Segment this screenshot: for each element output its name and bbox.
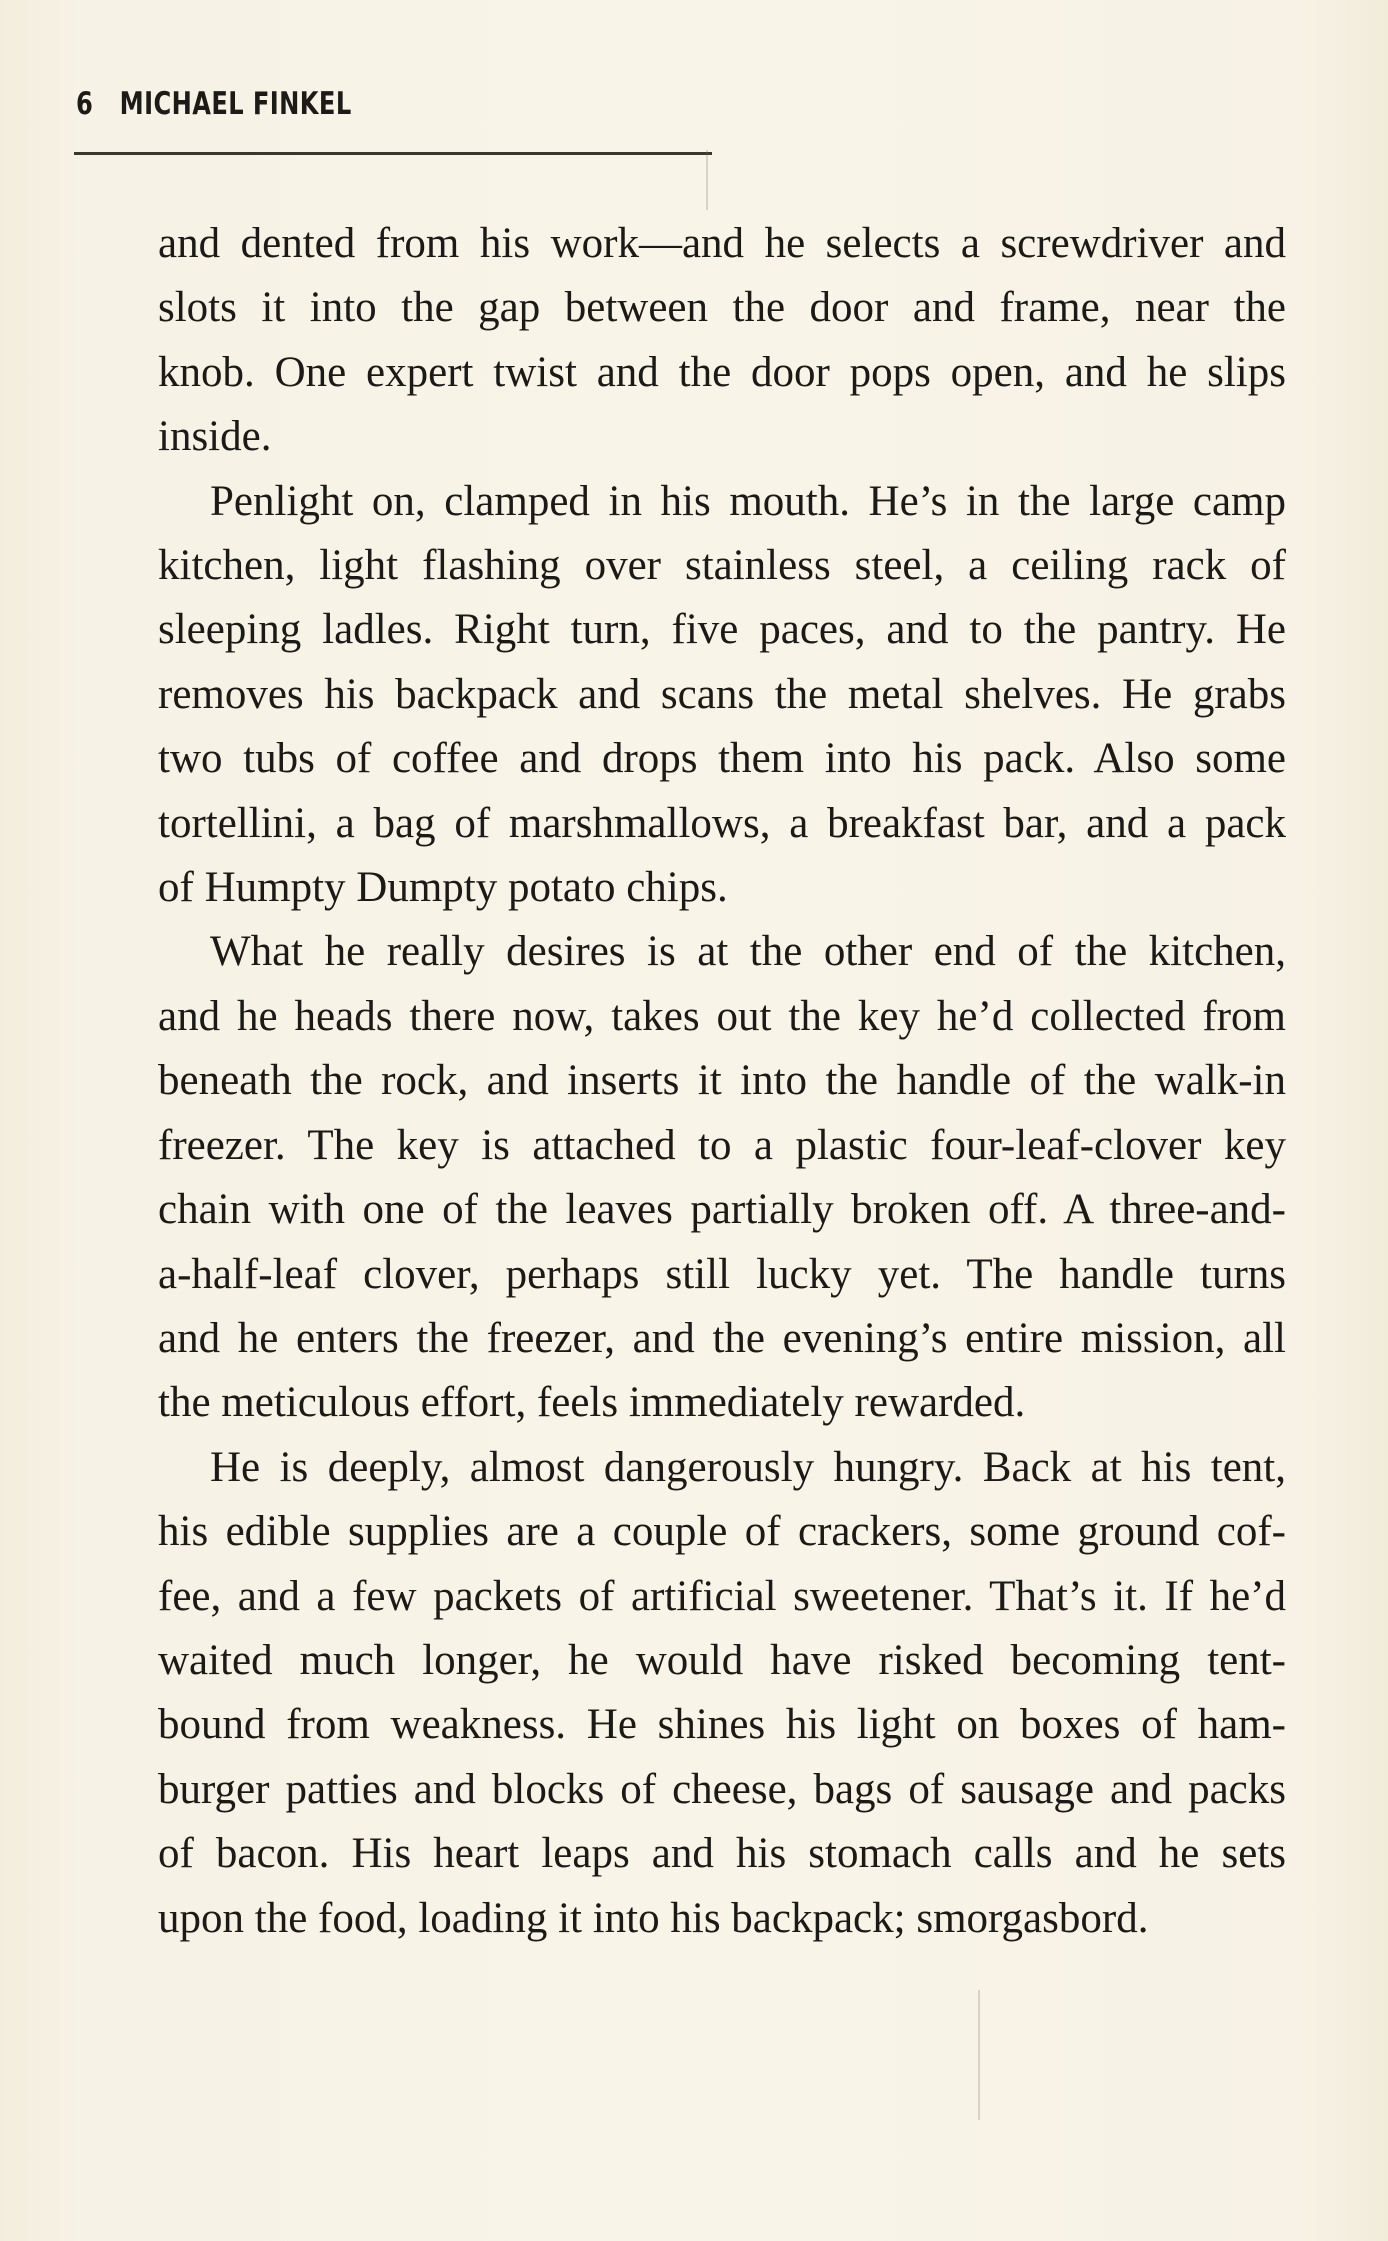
body-text — [158, 212, 1288, 1951]
paragraph — [158, 212, 1288, 470]
page-number: 6 — [76, 86, 94, 122]
text-line: the meticulous effort, feels immediately rewarded. — [158, 1379, 1026, 1427]
text-line: sleeping ladles. Right turn, five paces, and to the pantry. He — [158, 606, 1286, 654]
text-line: freezer. The key is attached to a plastic four-leaf-clover key — [158, 1121, 1286, 1169]
text-line: two tubs of coffee and drops them into his pack. Also some — [158, 735, 1286, 783]
text-line: inside. — [158, 413, 272, 461]
text-line: upon the food, loading it into his backpack; smorgasbord. — [158, 1894, 1149, 1942]
text-line: kitchen, light flashing over stainless steel, a ceiling rack of — [158, 542, 1286, 590]
scan-artifact — [978, 1990, 980, 2120]
text-line: bound from weakness. He shines his light on boxes of ham- — [158, 1701, 1286, 1749]
scan-artifact — [706, 150, 708, 210]
text-line: his edible supplies are a couple of crackers, some ground cof- — [158, 1508, 1286, 1556]
text-line: waited much longer, he would have risked becoming tent- — [158, 1636, 1286, 1684]
text-line: chain with one of the leaves partially broken off. A three-and- — [158, 1186, 1286, 1234]
text-line: and dented from his work—and he selects a screwdriver and — [158, 220, 1286, 267]
text-line: of bacon. His heart leaps and his stomach calls and he sets — [158, 1830, 1286, 1878]
running-head — [76, 86, 352, 122]
header-rule — [74, 152, 712, 155]
text-line: and he heads there now, takes out the key he’d collected from — [158, 992, 1286, 1040]
text-line: removes his backpack and scans the metal shelves. He grabs — [158, 670, 1286, 718]
text-line: of Humpty Dumpty potato chips. — [158, 864, 728, 912]
paragraph — [158, 920, 1288, 1435]
text-line: tortellini, a bag of marshmallows, a breakfast bar, and a pack — [158, 799, 1286, 847]
text-line: What he really desires is at the other end of the kitchen, — [210, 928, 1286, 976]
paragraph — [158, 470, 1288, 921]
text-line: a-half-leaf clover, perhaps still lucky yet. The handle turns — [158, 1250, 1286, 1298]
paragraph — [158, 1436, 1288, 1951]
text-line: and he enters the freezer, and the evening’s entire mission, all — [158, 1314, 1286, 1362]
text-line: Penlight on, clamped in his mouth. He’s in the large camp — [210, 477, 1286, 525]
text-line: knob. One expert twist and the door pops open, and he slips — [158, 348, 1286, 396]
text-line: fee, and a few packets of artificial sweetener. That’s it. If he’d — [158, 1572, 1286, 1620]
text-line: slots it into the gap between the door and frame, near the — [158, 284, 1286, 332]
text-line: burger patties and blocks of cheese, bags of sausage and packs — [158, 1765, 1286, 1813]
text-line: He is deeply, almost dangerously hungry. Back at his tent, — [210, 1443, 1286, 1491]
author-name: MICHAEL FINKEL — [119, 86, 352, 122]
text-line: beneath the rock, and inserts it into the handle of the walk-in — [158, 1057, 1286, 1105]
